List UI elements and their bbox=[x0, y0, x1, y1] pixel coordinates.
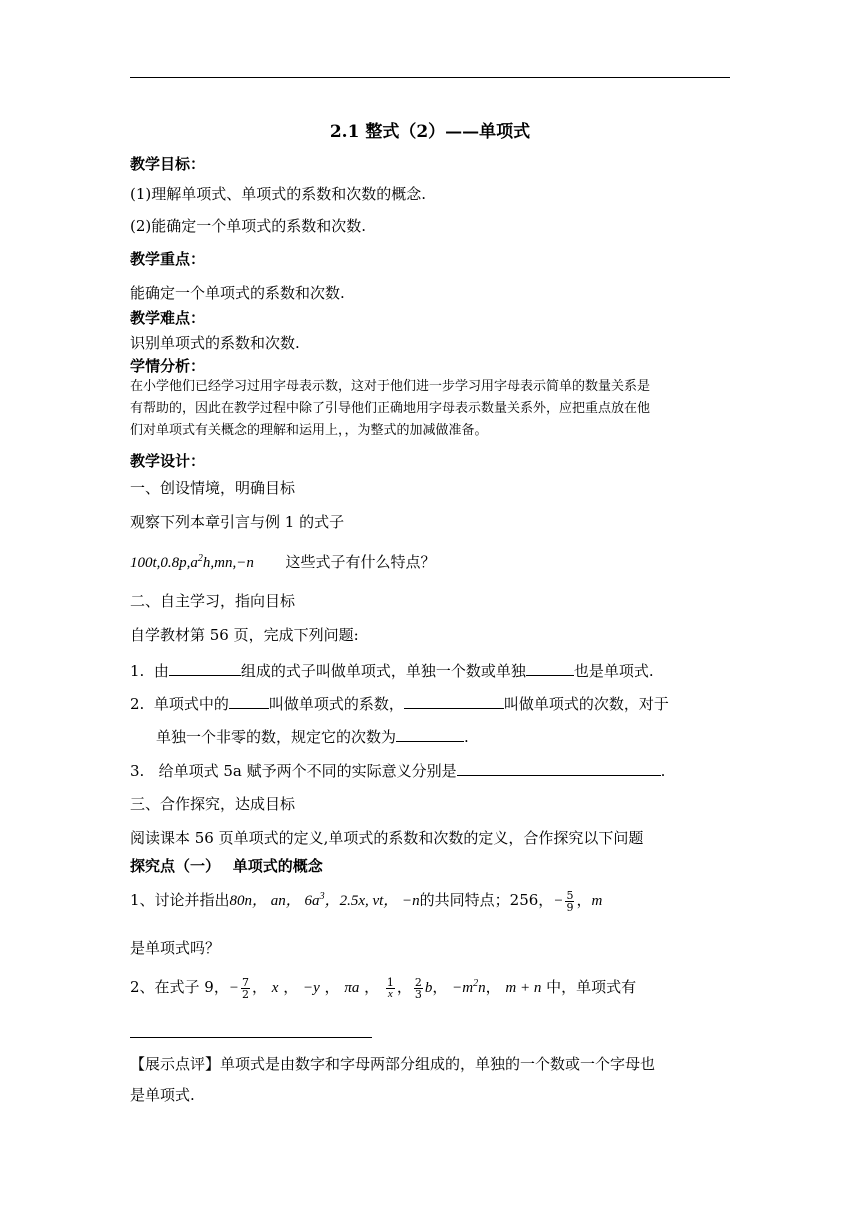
difficulty-text: 识别单项式的系数和次数. bbox=[130, 334, 300, 352]
objectives-heading: 教学目标： bbox=[130, 155, 206, 173]
key-point-text: 能确定一个单项式的系数和次数. bbox=[130, 284, 345, 302]
expression-list: $100t,0.8p,a^2h,mn,-n$ bbox=[130, 553, 254, 571]
analysis-line-1: 在小学他们已经学习过用字母表示数，这对于他们进一步学习用字母表示简单的数量关系是 bbox=[130, 379, 651, 394]
blank-field[interactable] bbox=[526, 660, 574, 676]
exercise-2: 2、在式子 9，− $\frac{7}{2}$ ， x ， −y ， πa ， $\frac{1}{x}$ ， $\frac{2}{3}$ b， $-m^2n$， m + n 中，单项式有 bbox=[130, 975, 637, 1001]
analysis-line-2: 有帮助的，因此在教学过程中除了引导他们正确地用字母表示数量关系外，应把重点放在他 bbox=[130, 401, 651, 416]
expression-question: 这些式子有什么特点？ bbox=[285, 553, 436, 571]
question-2-cont: 单独一个非零的数，规定它的次数为 . bbox=[156, 728, 469, 746]
design-heading: 教学设计： bbox=[130, 452, 206, 470]
explore-heading: 探究点（一） 单项式的概念 bbox=[130, 857, 323, 875]
answer-line[interactable] bbox=[130, 1037, 372, 1038]
read-text: 阅读课本 56 页单项式的定义,单项式的系数和次数的定义，合作探究以下问题 bbox=[130, 829, 644, 847]
section-1-heading: 一、创设情境，明确目标 bbox=[130, 479, 296, 497]
comment-line-2: 是单项式. bbox=[130, 1086, 195, 1104]
header-rule bbox=[130, 77, 730, 78]
fraction: $\frac{5}{9}$ bbox=[566, 888, 574, 914]
blank-field[interactable] bbox=[404, 693, 504, 709]
question-1: 1. 由 组成的式子叫做单项式，单独一个数或单独 也是单项式. bbox=[130, 662, 654, 680]
self-study-text: 自学教材第 56 页，完成下列问题: bbox=[130, 626, 359, 644]
analysis-line-3: 们对单项式有关概念的理解和运用上，，为整式的加减做准备。 bbox=[130, 423, 488, 438]
question-3: 3. 给单项式 5a 赋予两个不同的实际意义分别是 . bbox=[130, 762, 666, 780]
fraction: $\frac{7}{2}$ bbox=[241, 975, 249, 1001]
exercise-1: 1、讨论并指出80n， an， $6a^3$，2.5x, vt， −n的共同特点；256，− $\frac{5}{9}$ ，m bbox=[130, 888, 603, 914]
page-title: 2.1 整式（2）——单项式 bbox=[329, 122, 531, 142]
analysis-heading: 学情分析： bbox=[130, 357, 206, 375]
blank-field[interactable] bbox=[169, 660, 241, 676]
expression-line bbox=[130, 549, 435, 573]
question-2: 2. 单项式中的 叫做单项式的系数， 叫做单项式的次数，对于 bbox=[130, 695, 669, 713]
blank-field[interactable] bbox=[396, 726, 464, 742]
blank-field[interactable] bbox=[229, 693, 269, 709]
fraction: $\frac{2}{3}$ bbox=[414, 975, 422, 1001]
blank-field[interactable] bbox=[457, 760, 661, 776]
fraction: $\frac{1}{x}$ bbox=[386, 975, 394, 1000]
exercise-1-cont: 是单项式吗？ bbox=[130, 939, 221, 957]
objective-1: (1)理解单项式、单项式的系数和次数的概念. bbox=[130, 185, 427, 203]
section-2-heading: 二、自主学习，指向目标 bbox=[130, 592, 296, 610]
key-point-heading: 教学重点： bbox=[130, 250, 206, 268]
monomial-list: 80n， an， $6a^3$，2.5x, vt， −n bbox=[229, 891, 420, 909]
observe-text: 观察下列本章引言与例 1 的式子 bbox=[130, 513, 345, 531]
comment-line-1: 【展示点评】单项式是由数字和字母两部分组成的，单独的一个数或一个字母也 bbox=[130, 1055, 656, 1073]
objective-2: (2)能确定一个单项式的系数和次数. bbox=[130, 217, 367, 235]
difficulty-heading: 教学难点： bbox=[130, 309, 206, 327]
section-3-heading: 三、合作探究，达成目标 bbox=[130, 795, 296, 813]
